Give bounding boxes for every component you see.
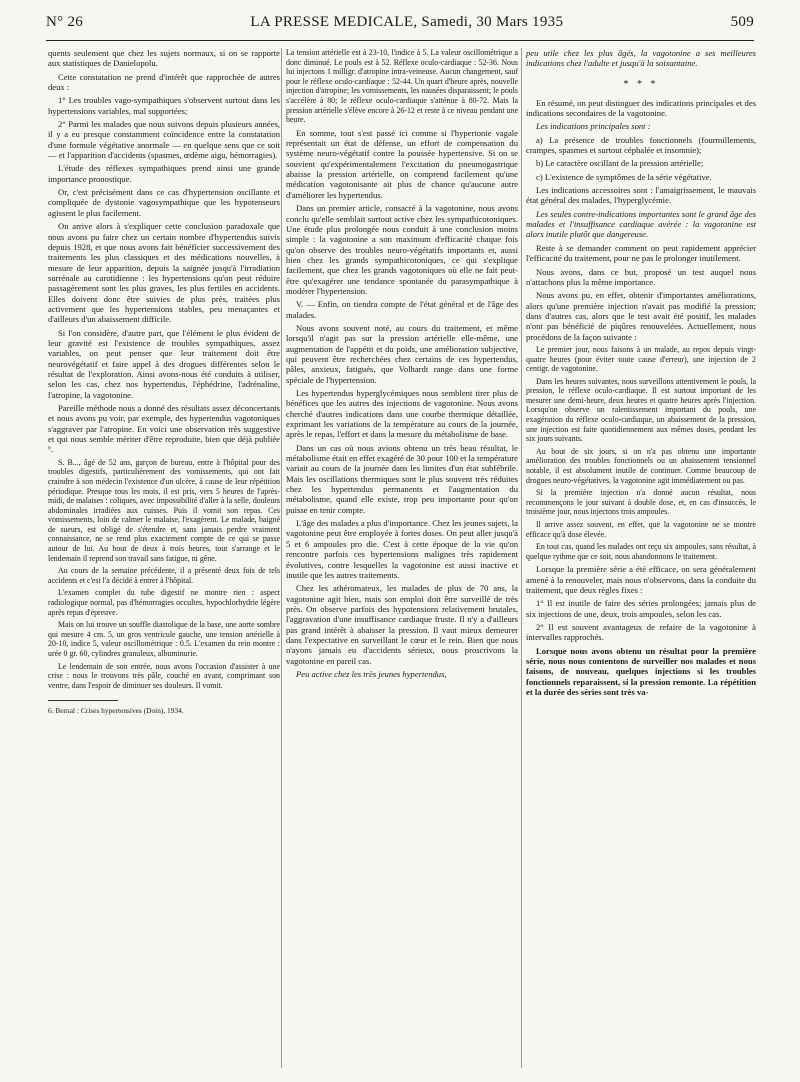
- paragraph: V. — Enfin, on tiendra compte de l'état général et de l'âge des malades.: [286, 299, 518, 320]
- footnote-rule: [48, 700, 118, 701]
- paragraph: 2° Parmi les malades que nous suivons depuis plusieurs années, il y a eu presque constamment coïncidence entre la constatation d'une formule végétative anormale — en quelque sens que ce soit — et l'apparition d'accidents (spasmes, œdème aigu, hémorragies).: [48, 119, 280, 161]
- column-separator: [521, 48, 522, 1068]
- protocol-paragraph: Dans les heures suivantes, nous surveillons attentivement le pouls, la pression, le réflexe oculo-cardiaque. Il est surtout important de les mesurer une demi-heure, deux heures et quatre heures après l'injection. Lorsqu'on observe un ralentissement important du pouls, une exagération du réflexe oculo-cardiaque, un abaissement de la pression, une injection est faite quotidiennement aux mêmes doses, pendant les six jours suivants.: [526, 376, 756, 444]
- list-item: 1° Il est inutile de faire des séries prolongées; jamais plus de six injections de une, deux, trois ampoules, selon les cas.: [526, 598, 756, 619]
- page-number: 509: [730, 14, 754, 30]
- case-report-paragraph: La tension artérielle est à 23-10, l'indice à 5. La valeur oscillométrique a donc diminué. Le pouls est à 52. Réflexe oculo-cardiaque : 52-36. Nous lui injectons 1 milligr. d'atropine intra-veineuse. Aucun changement, sauf pour le réflexe oculo-cardiaque : 52-44. Un quart d'heure après, nouvelle injection d'atropine; les vomissements, les nausées disparaissent; le pouls s'accélère à 80; le réflexe oculo-cardiaque s'atténue à 80-72. Mais la pression artérielle s'élève encore à 26-12 et reste à ce niveau pendant une heure.: [286, 48, 518, 125]
- paragraph: Les seules contre-indications importantes sont le grand âge des malades et l'insuffisance cardiaque avérée : la vagotonine est alors inutile plutôt que dangereuse.: [526, 208, 756, 240]
- paragraph: On arrive alors à s'expliquer cette conclusion paradoxale que nous avons pu faire chez un certain nombre d'hypertendus suivis depuis 1928, et que nous avons fait bénéficier successivement des traitements les plus classiques et des médications nouvelles, à mesure de leur apparition, depuis la saignée jusqu'à l'irradiation surrénale au carotidienne : les hypertensions qu'on peut réduire passagèrement sont les plus graves, les plus fertiles en accidents. Elles doivent donc être suivies de plus près, traitées plus activement que les hypertensions stables, peu menaçantes et d'ailleurs d'un abaissement difficile.: [48, 221, 280, 325]
- issue-number: N° 26: [46, 14, 84, 30]
- paragraph: L'âge des malades a plus d'importance. Chez les jeunes sujets, la vagotonine peut être employée à fortes doses. On peut aller jusqu'à 5 et 6 ampoules pro die. C'est à cette époque de la vie qu'on rencontre parfois ces hypertensions malignes très rapidement évolutives, contre lesquelles la vagotonine est aussi inactive et inutile que les autres traitements.: [286, 518, 518, 580]
- header-rule: [46, 40, 754, 41]
- paragraph: 1° Les troubles vago-sympathiques s'observent surtout dans les hypertensions variables, mal supportées;: [48, 95, 280, 116]
- case-report-paragraph: L'examen complet du tube digestif ne montre rien : aspect radiologique normal, pas d'hémorragies occultes, hypochlorhydrie légère après repas d'épreuve.: [48, 588, 280, 617]
- paragraph: Pareille méthode nous a donné des résultats assez déconcertants et nous avons pu voir, par exemple, des hypertendus vagotoniques s'aggraver par l'atropine. En voici une observation très suggestive et qui nous semble mériter d'être reproduite, bien que déjà publiée ⁶.: [48, 403, 280, 455]
- paragraph: Nous avons pu, en effet, obtenir d'importantes améliorations, alors qu'une première injection n'avait pas modifié la pression; dans d'autres cas, alors que le test avait été positif, les malades n'ont pas bénéficié de piqûres renouvelées. Actuellement, nous procédons de la façon suivante :: [526, 290, 756, 342]
- column-left: [48, 48, 280, 1068]
- paragraph: Lorsque nous avons obtenu un résultat pour la première série, nous nous contentons de surveiller nos malades et nous faisons, de nouveau, quelques injections si les troubles fonctionnels reparaissent, si la pression remonte. La répétition et la durée des séries sont très va-: [526, 645, 756, 698]
- protocol-paragraph: En tout cas, quand les malades ont reçu six ampoules, sans résultat, à quelque rythme que ce soit, nous abandonnons le traitement.: [526, 542, 756, 561]
- column-middle: [286, 48, 518, 1068]
- section-stars: * * *: [623, 78, 659, 90]
- paragraph: Dans un premier article, consacré à la vagotonine, nous avons conclu qu'elle semblait surtout active chez les sympathicotoniques. Une étude plus prolongée nous conduit à une conclusion moins simple : la vagotonine a son maximum d'efficacité chaque fois qu'on observe des troubles neuro-végétatifs importants et, aussi bien chez les grands sympathicotoniques, ce qui s'explique facilement, que chez les grands vagotoniques où elle ne fait peut-être qu'exagérer une tendance spontanée du parasympathique à modérer l'hypertension.: [286, 203, 518, 296]
- paragraph: Reste à se demander comment on peut rapidement apprécier l'efficacité du traitement, pour ne pas le prolonger inutilement.: [526, 242, 756, 264]
- protocol-paragraph: Au bout de six jours, si on n'a pas obtenu une importante amélioration des troubles fonctionnels ou un abaissement tensionnel notable, il est absolument inutile de continuer. Comme beaucoup de drogues neuro-végétatives, la vagotonine agit immédiatement ou pas.: [526, 446, 756, 485]
- paragraph: Cette constatation ne prend d'intérêt que rapprochée de autres deux :: [48, 71, 280, 93]
- paragraph: Nous avons, dans ce but, proposé un test auquel nous n'attachons plus la même importance.: [526, 266, 756, 287]
- paragraph: Or, c'est précisément dans ce cas d'hypertension oscillante et compliquée de dystonie vagosympathique que les hypotenseurs agissent le plus facilement.: [48, 187, 280, 218]
- list-item: 2° Il est souvent avantageux de refaire de la vagotonine à intervalles rapprochés.: [526, 622, 756, 643]
- list-item: b) Le caractère oscillant de la pression artérielle;: [536, 158, 704, 169]
- column-right: [526, 48, 756, 1068]
- paragraph: Lorsque la première série a été efficace, on sera généralement amené à la renouveler, mais nous n'observons, dans la conduite du traitement, que deux règles fixes :: [526, 564, 756, 596]
- paragraph: Dans un cas où nous avions obtenu un très beau résultat, le métabolisme était en effet exagéré de 30 pour 100 et la température variait au cours de la journée dans les limites d'un état subfébrile. Mais les oscillations thermiques sont le plus souvent très réduites chez les hypertendus permanents et l'augmentation du métabolisme, quand elle existe, trop peu importante pour qu'on puisse en tenir compte.: [286, 442, 518, 515]
- paragraph: Les indications accessoires sont : l'amaigrissement, le mauvais état général des malades, l'hyperglycémie.: [526, 185, 756, 206]
- case-report-paragraph: Le lendemain de son entrée, nous avons l'occasion d'assister à une crise : nous le trouvons très pâle, couché en avant, comprimant son ventre, dans l'espoir de diminuer ses douleurs. Il vomit.: [48, 661, 280, 690]
- paragraph: En résumé, on peut distinguer des indications principales et des indications secondaires de la vagotonine.: [526, 97, 756, 119]
- footnote: 6. Bernal : Crises hypertensives (Doin), 1934.: [48, 706, 184, 716]
- case-report-paragraph: S. B..., âgé de 52 ans, garçon de bureau, entre à l'hôpital pour des troubles digestifs, particulièrement des vomissements, qui ont fait craindre à son médecin l'existence d'un ulcère, à cause de leur répétition périodique. Presque tous les mois, il est pris, vers 5 heures de l'après-midi, de malaises : coliques, avec impossibilité d'aller à la selle, douleurs abdominales irradiées aux cuisses. Puis il vomit son repas. Ces vomissements, loin de calmer le malaise, l'exagèrent. Le malade, baigné de sueurs, est obligé de s'étendre et, sans jamais perdre vraiment connaissance, ne se rend plus exactement compte de ce qui se passe autour de lui. Au bout de deux à trois heures, tout s'arrange et le lendemain il reprend son travail sans fatigue, ni gêne.: [48, 457, 280, 563]
- protocol-paragraph: Il arrive assez souvent, en effet, que la vagotonine ne se montre efficace qu'à dose élevée.: [526, 520, 756, 539]
- protocol-paragraph: Le premier jour, nous faisons à un malade, au repos depuis vingt-quatre heures (pour éviter toute cause d'erreur), une injection de 2 centigr. de vagotonine.: [526, 344, 756, 374]
- column-separator: [281, 48, 282, 1068]
- page-header: [46, 14, 754, 40]
- paragraph: L'étude des réflexes sympathiques prend ainsi une grande importance pronostique.: [48, 163, 280, 184]
- case-report-paragraph: Au cours de la semaine précédente, il a présenté deux fois de tels accidents et c'est l'a décidé à entrer à l'hôpital.: [48, 566, 280, 585]
- paragraph: Chez les athéromateux, les malades de plus de 70 ans, la vagotonine agit bien, mais son emploi doit être surveillé de très près. On observe parfois des hypotensions relativement brutales, l'aggravation d'une insuffisance cardiaque fruste. Il n'y a d'ailleurs pas grand intérêt à abaisser la pression. Il vaut mieux demeurer dans l'expectative en surveillant le cœur et le rein. Bien que nous n'ayons jamais eu d'accidents sérieux, nous proscrivons la vagotonine en pareil cas.: [286, 583, 518, 666]
- paragraph: quents seulement que chez les sujets normaux, si on se rapporte aux statistiques de Danielopolu.: [48, 48, 280, 69]
- paragraph: En somme, tout s'est passé ici comme si l'hypertonie vagale représentait un état de défense, un effort de compensation du système neuro-végétatif contre la poussée hypertensive. Si on se souvient qu'expérimentalement l'excitation du pneumogastrique abaisse la pression artérielle, on comprend facilement qu'une médication vagotonisante ait plus de chance qu'aucune autre d'améliorer les hypertendus.: [286, 127, 518, 200]
- paragraph: peu utile chez les plus âgés, la vagotonine a ses meilleures indications chez l'adulte et jusqu'à la soixantaine.: [526, 48, 756, 69]
- paragraph: Peu active chez les très jeunes hypertendus,: [296, 668, 447, 679]
- paragraph: Si l'on considère, d'autre part, que l'élément le plus évident de leur gravité est l'existence de troubles sympathiques, assez variables, on peut penser que leur traitement doit être neurovégétatif et faire appel à des drogues différentes selon le résultat de l'exploration. Ainsi avons-nous été conduits à utiliser, selon les cas, chez nos hypertendus, l'éphédrine, l'adrénaline, l'atropine, la vagotonine.: [48, 327, 280, 400]
- case-report-paragraph: Mais on lui trouve un souffle diastolique de la base, une aorte sombre qui mesure 4 cm. 5, un gros ventricule gauche, une tension artérielle à 20-10, indice 5, valeur oscillométrique : 0.5. L'examen du rein montre : urée 0 gr. 60, cylindres granuleux, albuminurie.: [48, 620, 280, 658]
- list-item: a) La présence de troubles fonctionnels (fourmillements, crampes, spasmes et surtout céphalée et insomnie);: [526, 134, 756, 156]
- paragraph: Les hypertendus hyperglycémiques nous semblent tirer plus de bénéfices que les autres des injections de vagotonine. Nous avons cherché d'autres indications dans une courbe thermique détaillée, exprimant les variations de la température au cours de la journée, après le repas, l'effort et dans la mesure du métabolisme de base.: [286, 388, 518, 440]
- list-item: c) L'existence de symptômes de la série végétative.: [536, 171, 712, 182]
- paragraph: Les indications principales sont :: [536, 121, 651, 132]
- protocol-paragraph: Si la première injection n'a donné aucun résultat, nous recommençons le jour suivant à double dose, et, en cas d'insuccès, le troisième jour, nous injectons trois ampoules.: [526, 488, 756, 517]
- paragraph: Nous avons souvent noté, au cours du traitement, et même lorsqu'il n'agit pas sur la pression artérielle elle-même, une augmentation de l'appétit et du poids, une amélioration subjective, qui peuvent être recherchées chez certains de ces hypertendus, pâles, anxieux, fatigués, que Volhardt range dans une forme spéciale de l'hypertension.: [286, 322, 518, 385]
- journal-title: LA PRESSE MEDICALE, Samedi, 30 Mars 1935: [250, 14, 564, 30]
